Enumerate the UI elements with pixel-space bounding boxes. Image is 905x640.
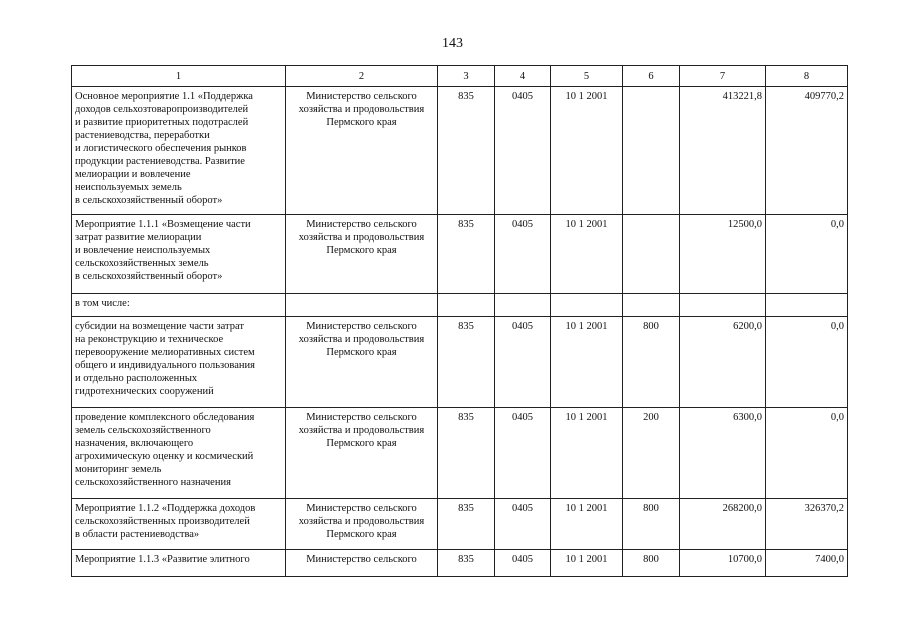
activity-name-cell: субсидии на возмещение части затрат на реконструкцию и техническое перевооружение мелиоративных систем общего и индивидуального пользования и отдельно расположенных гидротехнических сооружений (72, 317, 286, 408)
amount-cell (680, 294, 766, 317)
table-row (72, 294, 848, 317)
ministry-cell (286, 294, 438, 317)
budget-table (71, 65, 848, 577)
table-header-row (72, 66, 848, 87)
amount-cell: 326370,2 (766, 499, 848, 550)
code-cell: 10 1 2001 (551, 215, 623, 294)
code-cell: 0405 (495, 87, 551, 215)
code-cell: 10 1 2001 (551, 550, 623, 577)
activity-name-cell: Мероприятие 1.1.3 «Развитие элитного (72, 550, 286, 577)
amount-cell: 10700,0 (680, 550, 766, 577)
code-cell (551, 294, 623, 317)
page-number: 143 (442, 36, 463, 51)
code-cell: 800 (623, 317, 680, 408)
header-cell: 5 (551, 66, 623, 87)
amount-cell: 0,0 (766, 317, 848, 408)
code-cell (623, 215, 680, 294)
amount-cell: 409770,2 (766, 87, 848, 215)
activity-name-cell: проведение комплексного обследования земель сельскохозяйственного назначения, включающего агрохимическую оценку и космический мониторинг земель сельскохозяйственного назначения (72, 408, 286, 499)
header-cell: 8 (766, 66, 848, 87)
code-cell: 835 (438, 550, 495, 577)
activity-name-cell: Основное мероприятие 1.1 «Поддержка доходов сельхозтоваропроизводителей и развитие приоритетных подотраслей растениеводства, переработки и логистического обеспечения рынков продукции растениеводства. Развитие мелиорации и вовлечение неиспользуемых земель в сельскохозяйственный оборот» (72, 87, 286, 215)
table-row (72, 550, 848, 577)
header-cell: 3 (438, 66, 495, 87)
ministry-cell: Министерство сельского (286, 550, 438, 577)
code-cell (495, 294, 551, 317)
code-cell: 0405 (495, 499, 551, 550)
code-cell: 0405 (495, 215, 551, 294)
code-cell: 835 (438, 408, 495, 499)
amount-cell (766, 294, 848, 317)
header-cell: 7 (680, 66, 766, 87)
code-cell: 200 (623, 408, 680, 499)
code-cell: 800 (623, 550, 680, 577)
table-row (72, 408, 848, 499)
amount-cell: 0,0 (766, 215, 848, 294)
header-cell: 2 (286, 66, 438, 87)
code-cell: 10 1 2001 (551, 87, 623, 215)
code-cell: 835 (438, 317, 495, 408)
amount-cell: 7400,0 (766, 550, 848, 577)
table-row (72, 499, 848, 550)
ministry-cell: Министерство сельского хозяйства и продовольствия Пермского края (286, 499, 438, 550)
table-row (72, 215, 848, 294)
code-cell: 0405 (495, 317, 551, 408)
code-cell (623, 294, 680, 317)
ministry-cell: Министерство сельского хозяйства и продовольствия Пермского края (286, 87, 438, 215)
code-cell: 0405 (495, 408, 551, 499)
code-cell: 835 (438, 499, 495, 550)
code-cell: 0405 (495, 550, 551, 577)
header-cell: 6 (623, 66, 680, 87)
table-row (72, 87, 848, 215)
code-cell: 10 1 2001 (551, 317, 623, 408)
amount-cell: 413221,8 (680, 87, 766, 215)
ministry-cell: Министерство сельского хозяйства и продовольствия Пермского края (286, 408, 438, 499)
activity-name-cell: Мероприятие 1.1.1 «Возмещение части затрат развитие мелиорации и вовлечение неиспользуемых сельскохозяйственных земель в сельскохозяйственный оборот» (72, 215, 286, 294)
code-cell: 835 (438, 215, 495, 294)
ministry-cell: Министерство сельского хозяйства и продовольствия Пермского края (286, 317, 438, 408)
amount-cell: 12500,0 (680, 215, 766, 294)
code-cell: 800 (623, 499, 680, 550)
ministry-cell: Министерство сельского хозяйства и продовольствия Пермского края (286, 215, 438, 294)
code-cell (623, 87, 680, 215)
activity-name-cell: в том числе: (72, 294, 286, 317)
table-row (72, 317, 848, 408)
code-cell: 10 1 2001 (551, 408, 623, 499)
code-cell: 10 1 2001 (551, 499, 623, 550)
amount-cell: 6200,0 (680, 317, 766, 408)
amount-cell: 0,0 (766, 408, 848, 499)
code-cell: 835 (438, 87, 495, 215)
amount-cell: 268200,0 (680, 499, 766, 550)
activity-name-cell: Мероприятие 1.1.2 «Поддержка доходов сельскохозяйственных производителей в области растениеводства» (72, 499, 286, 550)
header-cell: 1 (72, 66, 286, 87)
amount-cell: 6300,0 (680, 408, 766, 499)
code-cell (438, 294, 495, 317)
header-cell: 4 (495, 66, 551, 87)
